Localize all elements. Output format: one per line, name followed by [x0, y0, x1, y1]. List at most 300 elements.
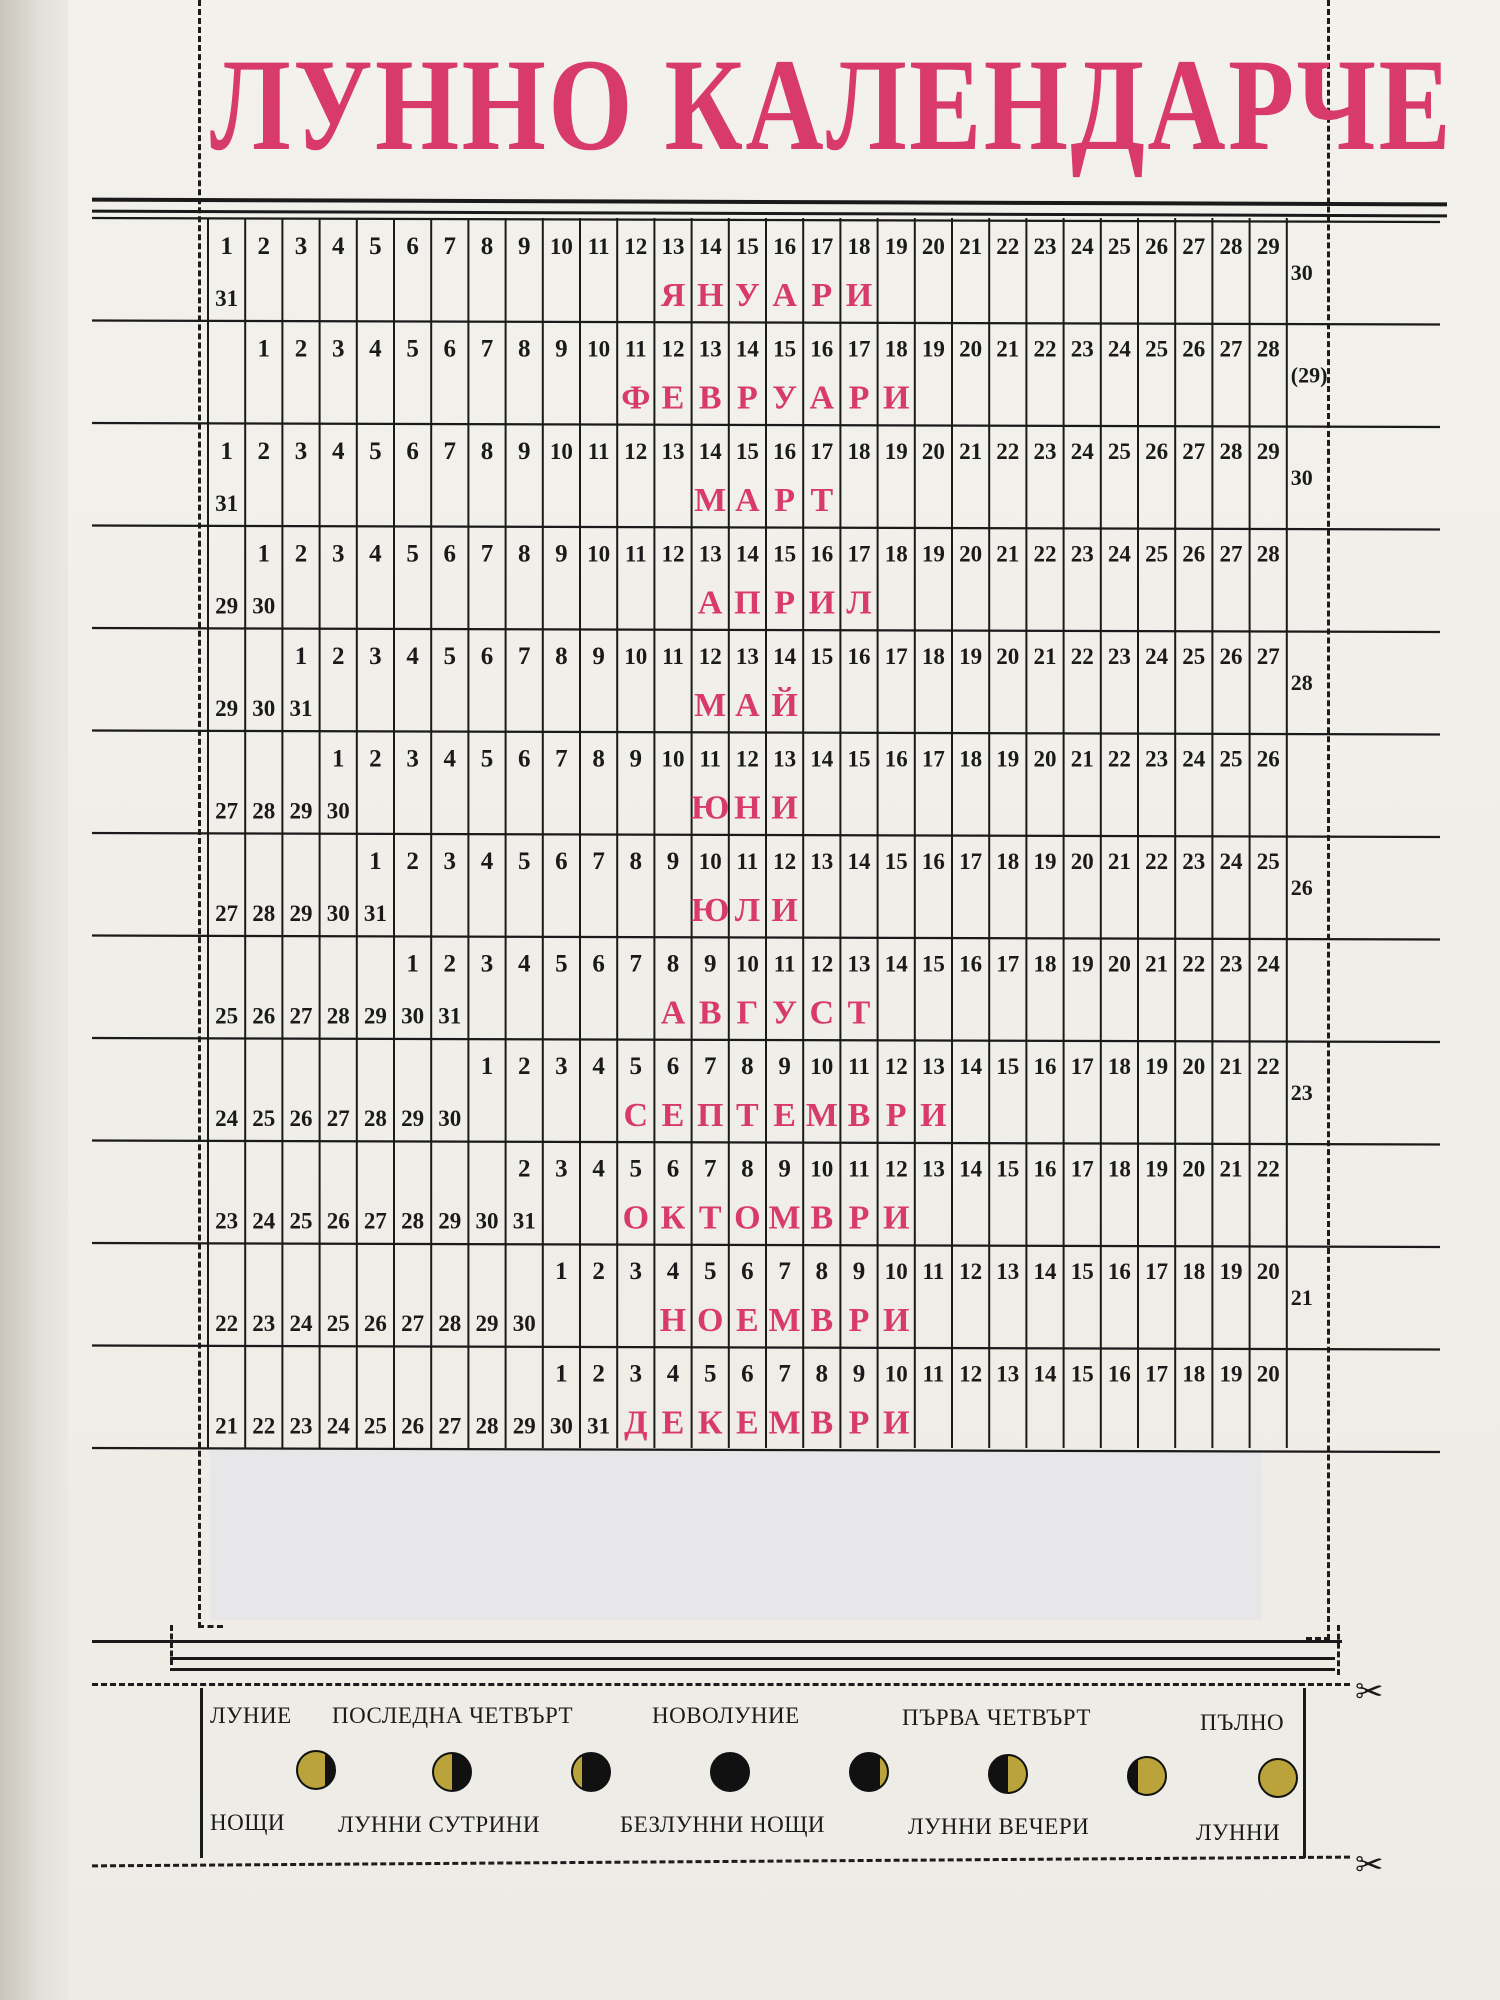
month-name-letter: Ю: [691, 789, 730, 827]
day-number: 6: [666, 1053, 680, 1080]
wrapped-day-number: 24: [252, 1208, 276, 1234]
cut-line-strip-left: [170, 1625, 173, 1665]
day-number: 12: [661, 336, 685, 362]
day-number: 26: [1219, 644, 1243, 669]
wrapped-day-number: 28: [326, 1003, 350, 1029]
day-number: 27: [1182, 234, 1206, 259]
day-number: 16: [773, 234, 797, 259]
day-number: 14: [698, 439, 722, 464]
day-number: 17: [810, 234, 834, 259]
day-number: 13: [847, 951, 871, 977]
day-number: 3: [369, 643, 382, 670]
day-number: 3: [443, 848, 457, 875]
day-number: 3: [331, 540, 345, 568]
day-number: 25: [1145, 541, 1169, 567]
wrapped-day-number: 29: [215, 696, 239, 721]
day-number: 20: [1070, 849, 1094, 874]
day-number: 26: [1145, 234, 1169, 259]
day-number: 18: [1107, 1054, 1131, 1079]
month-name-letter: Р: [774, 584, 795, 622]
extra-day-number: 21: [1290, 1285, 1313, 1310]
day-number: 12: [884, 1054, 908, 1079]
cut-line-strip-right: [1337, 1625, 1340, 1675]
month-name-letter: Е: [736, 1404, 759, 1442]
day-number: 10: [884, 1361, 908, 1387]
month-name-letter: И: [771, 892, 798, 929]
day-number: 24: [1070, 234, 1094, 259]
month-name-letter: Е: [661, 1097, 685, 1134]
day-number: 11: [587, 234, 610, 259]
wrapped-day-number: 29: [215, 593, 239, 619]
day-number: 13: [921, 1054, 945, 1079]
day-number: 2: [369, 745, 382, 773]
wrapped-day-number: 31: [587, 1413, 611, 1439]
month-name-letter: М: [694, 482, 727, 519]
wrapped-day-number: 29: [438, 1208, 462, 1234]
month-name-letter: Я: [660, 277, 686, 314]
day-number: 4: [369, 540, 382, 568]
extra-day-number: 26: [1290, 875, 1313, 900]
day-number: 9: [852, 1360, 866, 1388]
day-number: 22: [1107, 746, 1131, 772]
day-number: 23: [1033, 439, 1057, 464]
day-number: 9: [517, 438, 531, 465]
day-number: 2: [406, 848, 419, 875]
day-number: 17: [921, 746, 945, 772]
day-number: 18: [884, 541, 908, 567]
extra-day-number: 28: [1290, 670, 1313, 695]
wrapped-day-number: 26: [401, 1413, 425, 1439]
day-number: 26: [1182, 336, 1206, 362]
month-name-letter: В: [847, 1097, 871, 1134]
day-number: 8: [517, 540, 531, 568]
day-number: 9: [703, 950, 717, 978]
day-number: 22: [1182, 951, 1206, 977]
day-number: 9: [517, 233, 531, 260]
day-number: 3: [294, 233, 308, 260]
day-number: 29: [1256, 234, 1280, 259]
day-number: 8: [480, 233, 494, 260]
day-number: 19: [884, 234, 908, 259]
day-number: 4: [369, 335, 382, 363]
month-name-letter: В: [810, 1302, 834, 1339]
day-number: 10: [698, 849, 722, 874]
month-name-letter: Т: [698, 1199, 722, 1237]
day-number: 7: [443, 438, 457, 465]
day-number: 16: [810, 336, 834, 362]
day-number: 27: [1219, 541, 1243, 567]
day-number: 3: [629, 1258, 643, 1285]
day-number: 14: [884, 951, 908, 977]
day-number: 22: [1145, 849, 1169, 874]
wrapped-day-number: 30: [401, 1003, 425, 1029]
moon-waxing-crescent-icon: [849, 1752, 889, 1792]
day-number: 19: [884, 439, 908, 464]
cut-line-strip-upper: [92, 1683, 1350, 1686]
day-number: 24: [1256, 951, 1280, 977]
day-number: 26: [1256, 746, 1280, 772]
day-number: 19: [1145, 1156, 1169, 1182]
day-number: 10: [810, 1054, 834, 1079]
month-name-letter: Т: [736, 1097, 759, 1134]
month-name-letter: О: [734, 1199, 761, 1237]
extra-day-number: 30: [1290, 465, 1313, 490]
day-number: 5: [703, 1360, 717, 1388]
day-number: 12: [773, 849, 797, 874]
day-number: 16: [847, 644, 871, 669]
day-number: 5: [480, 745, 494, 773]
day-number: 5: [555, 950, 568, 978]
month-name-letter: С: [809, 994, 835, 1032]
day-number: 14: [847, 849, 871, 874]
day-number: 17: [847, 541, 871, 567]
day-number: 6: [741, 1360, 754, 1388]
month-name-letter: У: [772, 379, 798, 417]
month-name-letter: Р: [737, 379, 758, 417]
wrapped-day-number: 24: [215, 1106, 239, 1131]
day-number: 27: [1219, 336, 1243, 362]
day-number: 14: [773, 644, 797, 669]
month-name-letter: Т: [810, 482, 834, 519]
day-number: 8: [741, 1053, 754, 1080]
day-number: 8: [555, 643, 568, 670]
day-number: 3: [555, 1155, 568, 1183]
wrapped-day-number: 26: [363, 1311, 387, 1336]
day-number: 27: [1182, 439, 1206, 464]
day-number: 12: [698, 644, 722, 669]
day-number: 4: [331, 233, 345, 260]
wrapped-day-number: 28: [363, 1106, 387, 1131]
day-number: 10: [549, 234, 573, 259]
day-number: 11: [773, 951, 796, 977]
wrapped-day-number: 31: [215, 491, 239, 516]
day-number: 6: [443, 335, 457, 363]
page-title: ЛУННО КАЛЕНДАРЧЕ: [210, 31, 1454, 178]
wrapped-day-number: 27: [215, 798, 239, 824]
wrapped-day-number: 30: [252, 696, 276, 721]
wrapped-day-number: 30: [475, 1208, 499, 1234]
day-number: 7: [555, 745, 568, 773]
month-name-letter: К: [660, 1199, 686, 1237]
day-number: 1: [220, 438, 233, 465]
wrapped-day-number: 31: [438, 1003, 462, 1029]
wrapped-day-number: 31: [363, 901, 387, 926]
day-number: 2: [257, 233, 271, 260]
day-number: 18: [1107, 1156, 1131, 1182]
wrapped-day-number: 24: [289, 1311, 313, 1336]
day-number: 20: [921, 234, 945, 259]
day-number: 4: [480, 848, 494, 875]
day-number: 18: [847, 439, 871, 464]
legend-top-label: ПЪРВА ЧЕТВЪРТ: [902, 1705, 1091, 1730]
extra-day-number: 30: [1290, 260, 1313, 285]
day-number: 29: [1256, 439, 1280, 464]
day-number: 13: [735, 644, 759, 669]
day-number: 12: [959, 1259, 983, 1284]
day-number: 1: [555, 1360, 568, 1388]
month-name-letter: Н: [734, 789, 761, 827]
legend-bottom-label: БЕЗЛУННИ НОЩИ: [620, 1812, 826, 1837]
day-number: 5: [369, 233, 382, 260]
wrapped-day-number: 30: [326, 901, 350, 926]
day-number: 17: [1145, 1361, 1169, 1387]
day-number: 21: [959, 234, 983, 259]
day-number: 17: [1070, 1054, 1094, 1079]
day-number: 11: [624, 336, 647, 362]
day-number: 9: [778, 1155, 791, 1183]
day-number: 7: [703, 1155, 717, 1183]
day-number: 11: [587, 439, 610, 464]
month-name-letter: О: [696, 1302, 724, 1339]
month-name-letter: В: [810, 1404, 834, 1442]
legend-top-label: НОВОЛУНИЕ: [652, 1703, 800, 1728]
day-number: 1: [369, 848, 382, 875]
day-number: 1: [406, 950, 419, 978]
day-number: 14: [735, 336, 759, 362]
day-number: 8: [815, 1258, 829, 1285]
day-number: 10: [810, 1156, 834, 1182]
day-number: 13: [921, 1156, 945, 1182]
wrapped-day-number: 25: [215, 1003, 239, 1029]
day-number: 8: [666, 950, 680, 978]
day-number: 2: [257, 438, 271, 465]
day-number: 9: [555, 335, 568, 363]
day-number: 6: [443, 540, 457, 568]
day-number: 10: [735, 951, 759, 977]
strip-rule-low: [170, 1668, 1335, 1671]
day-number: 19: [921, 541, 945, 567]
month-name-letter: И: [771, 789, 798, 827]
day-number: 20: [959, 336, 983, 362]
day-number: 9: [666, 848, 680, 875]
wrapped-day-number: 25: [363, 1413, 387, 1439]
day-number: 24: [1107, 336, 1131, 362]
day-number: 21: [1219, 1156, 1243, 1182]
day-number: 22: [996, 439, 1020, 464]
month-name-letter: И: [920, 1097, 947, 1134]
day-number: 14: [698, 234, 722, 259]
day-number: 6: [555, 848, 568, 875]
day-number: 11: [662, 644, 684, 669]
day-number: 17: [884, 644, 908, 669]
day-number: 15: [996, 1054, 1020, 1079]
day-number: 23: [1182, 849, 1206, 874]
day-number: 9: [629, 745, 643, 773]
day-number: 17: [996, 951, 1020, 977]
month-name-letter: А: [772, 277, 797, 314]
day-number: 16: [1107, 1259, 1131, 1284]
day-number: 18: [884, 336, 908, 362]
day-number: 3: [555, 1053, 568, 1080]
moon-new-icon: [710, 1752, 750, 1792]
day-number: 4: [592, 1155, 605, 1183]
day-number: 17: [1145, 1259, 1169, 1284]
wrapped-day-number: 27: [326, 1106, 350, 1131]
day-number: 13: [698, 541, 722, 567]
day-number: 6: [666, 1155, 680, 1183]
day-number: 12: [884, 1156, 908, 1182]
day-number: 4: [517, 950, 531, 978]
day-number: 19: [1070, 951, 1094, 977]
wrapped-day-number: 28: [438, 1311, 462, 1336]
month-name-letter: Н: [696, 277, 724, 314]
month-name-letter: В: [698, 379, 722, 417]
day-number: 19: [1145, 1054, 1169, 1079]
month-name-letter: Р: [848, 379, 870, 417]
day-number: 25: [1182, 644, 1206, 669]
month-name-letter: Й: [771, 687, 798, 724]
wrapped-day-number: 31: [512, 1208, 536, 1234]
day-number: 9: [592, 643, 605, 670]
moon-waning-gibbous-icon: [296, 1750, 336, 1790]
day-number: 25: [1107, 234, 1131, 259]
day-number: 12: [959, 1361, 983, 1387]
month-name-letter: Р: [885, 1097, 907, 1134]
day-number: 20: [1107, 951, 1131, 977]
day-number: 5: [443, 643, 457, 670]
wrapped-day-number: 25: [252, 1106, 276, 1131]
month-name-letter: Р: [774, 482, 795, 519]
day-number: 16: [959, 951, 983, 977]
day-number: 8: [592, 745, 605, 773]
month-name-letter: М: [768, 1199, 801, 1237]
day-number: 17: [810, 439, 834, 464]
day-number: 2: [517, 1053, 531, 1080]
day-number: 4: [406, 643, 419, 670]
day-number: 5: [406, 540, 419, 568]
day-number: 8: [629, 848, 643, 875]
day-number: 15: [884, 849, 908, 874]
day-number: 19: [1219, 1259, 1243, 1284]
month-name-letter: Г: [736, 994, 759, 1032]
day-number: 24: [1145, 644, 1169, 669]
day-number: 5: [629, 1053, 643, 1080]
moon-waning-crescent-icon: [571, 1752, 611, 1792]
scissors-icon: ✂: [1355, 1672, 1384, 1712]
legend-top-label: ПОСЛЕДНА ЧЕТВЪРТ: [332, 1703, 574, 1728]
month-name-letter: В: [810, 1199, 834, 1237]
month-name-letter: О: [622, 1199, 650, 1237]
day-number: 11: [848, 1054, 870, 1079]
day-number: 23: [1070, 336, 1094, 362]
month-name-letter: И: [882, 379, 910, 417]
day-number: 1: [257, 540, 271, 568]
day-number: 14: [959, 1156, 983, 1182]
day-number: 17: [959, 849, 983, 874]
day-number: 22: [996, 234, 1020, 259]
day-number: 2: [331, 643, 345, 670]
scissors-icon: ✂: [1355, 1845, 1384, 1885]
day-number: 7: [517, 643, 531, 670]
day-number: 23: [1033, 234, 1057, 259]
day-number: 20: [1182, 1054, 1206, 1079]
day-number: 2: [294, 335, 308, 363]
day-number: 13: [698, 336, 722, 362]
day-number: 12: [810, 951, 834, 977]
month-name-letter: А: [697, 584, 723, 622]
day-number: 6: [406, 438, 419, 465]
month-name-letter: Л: [846, 584, 872, 622]
day-number: 4: [666, 1360, 680, 1388]
day-number: 1: [257, 335, 271, 363]
month-name-letter: Т: [847, 994, 871, 1032]
day-number: 14: [810, 746, 834, 772]
wrapped-day-number: 29: [475, 1311, 499, 1336]
month-name-letter: Л: [734, 892, 761, 929]
month-name-letter: Е: [661, 379, 685, 417]
wrapped-day-number: 23: [215, 1208, 239, 1234]
day-number: 18: [921, 644, 945, 669]
day-number: 24: [1070, 439, 1094, 464]
day-number: 19: [996, 746, 1020, 772]
day-number: 4: [331, 438, 345, 465]
wrapped-day-number: 27: [363, 1208, 387, 1234]
day-number: 7: [480, 540, 494, 568]
day-number: 11: [922, 1259, 945, 1284]
day-number: 5: [369, 438, 382, 465]
day-number: 13: [996, 1361, 1020, 1387]
day-number: 7: [778, 1258, 791, 1285]
month-name-letter: М: [768, 1302, 801, 1339]
day-number: 8: [517, 335, 531, 363]
day-number: 21: [1145, 951, 1169, 977]
day-number: 28: [1256, 541, 1280, 567]
day-number: 15: [773, 541, 797, 567]
day-number: 4: [666, 1258, 680, 1285]
day-number: 17: [1070, 1156, 1094, 1182]
day-number: 17: [847, 336, 871, 362]
day-number: 7: [480, 335, 494, 363]
month-name-letter: С: [623, 1097, 649, 1134]
wrapped-day-number: 27: [215, 901, 239, 926]
day-number: 16: [1107, 1361, 1131, 1387]
day-number: 10: [661, 746, 685, 772]
wrapped-day-number: 23: [252, 1311, 276, 1336]
wrapped-day-number: 29: [512, 1413, 536, 1439]
day-number: 13: [773, 746, 797, 772]
day-number: 27: [1256, 644, 1280, 669]
day-number: 5: [517, 848, 531, 875]
day-number: 8: [815, 1360, 829, 1388]
wrapped-day-number: 26: [326, 1208, 350, 1234]
month-name-letter: И: [808, 584, 836, 622]
month-name-letter: М: [805, 1097, 838, 1134]
day-number: 19: [959, 644, 983, 669]
day-number: 25: [1219, 746, 1243, 772]
day-number: 15: [735, 234, 759, 259]
month-name-letter: И: [882, 1302, 910, 1339]
day-number: 10: [884, 1259, 908, 1284]
extra-day-number: (29): [1290, 362, 1328, 388]
day-number: 13: [661, 234, 685, 259]
day-number: 21: [1070, 746, 1094, 772]
day-number: 19: [1219, 1361, 1243, 1387]
wrapped-day-number: 27: [289, 1003, 313, 1029]
day-number: 6: [592, 950, 605, 978]
day-number: 11: [922, 1361, 945, 1387]
month-name-letter: Р: [811, 277, 833, 314]
day-number: 11: [848, 1156, 870, 1182]
day-number: 20: [1256, 1361, 1280, 1387]
day-number: 14: [959, 1054, 983, 1079]
month-name-letter: В: [698, 994, 722, 1032]
day-number: 3: [331, 335, 345, 363]
day-number: 16: [810, 541, 834, 567]
day-number: 1: [480, 1053, 494, 1080]
day-number: 16: [1033, 1156, 1057, 1182]
month-name-letter: Р: [848, 1199, 870, 1237]
day-number: 21: [1033, 644, 1057, 669]
